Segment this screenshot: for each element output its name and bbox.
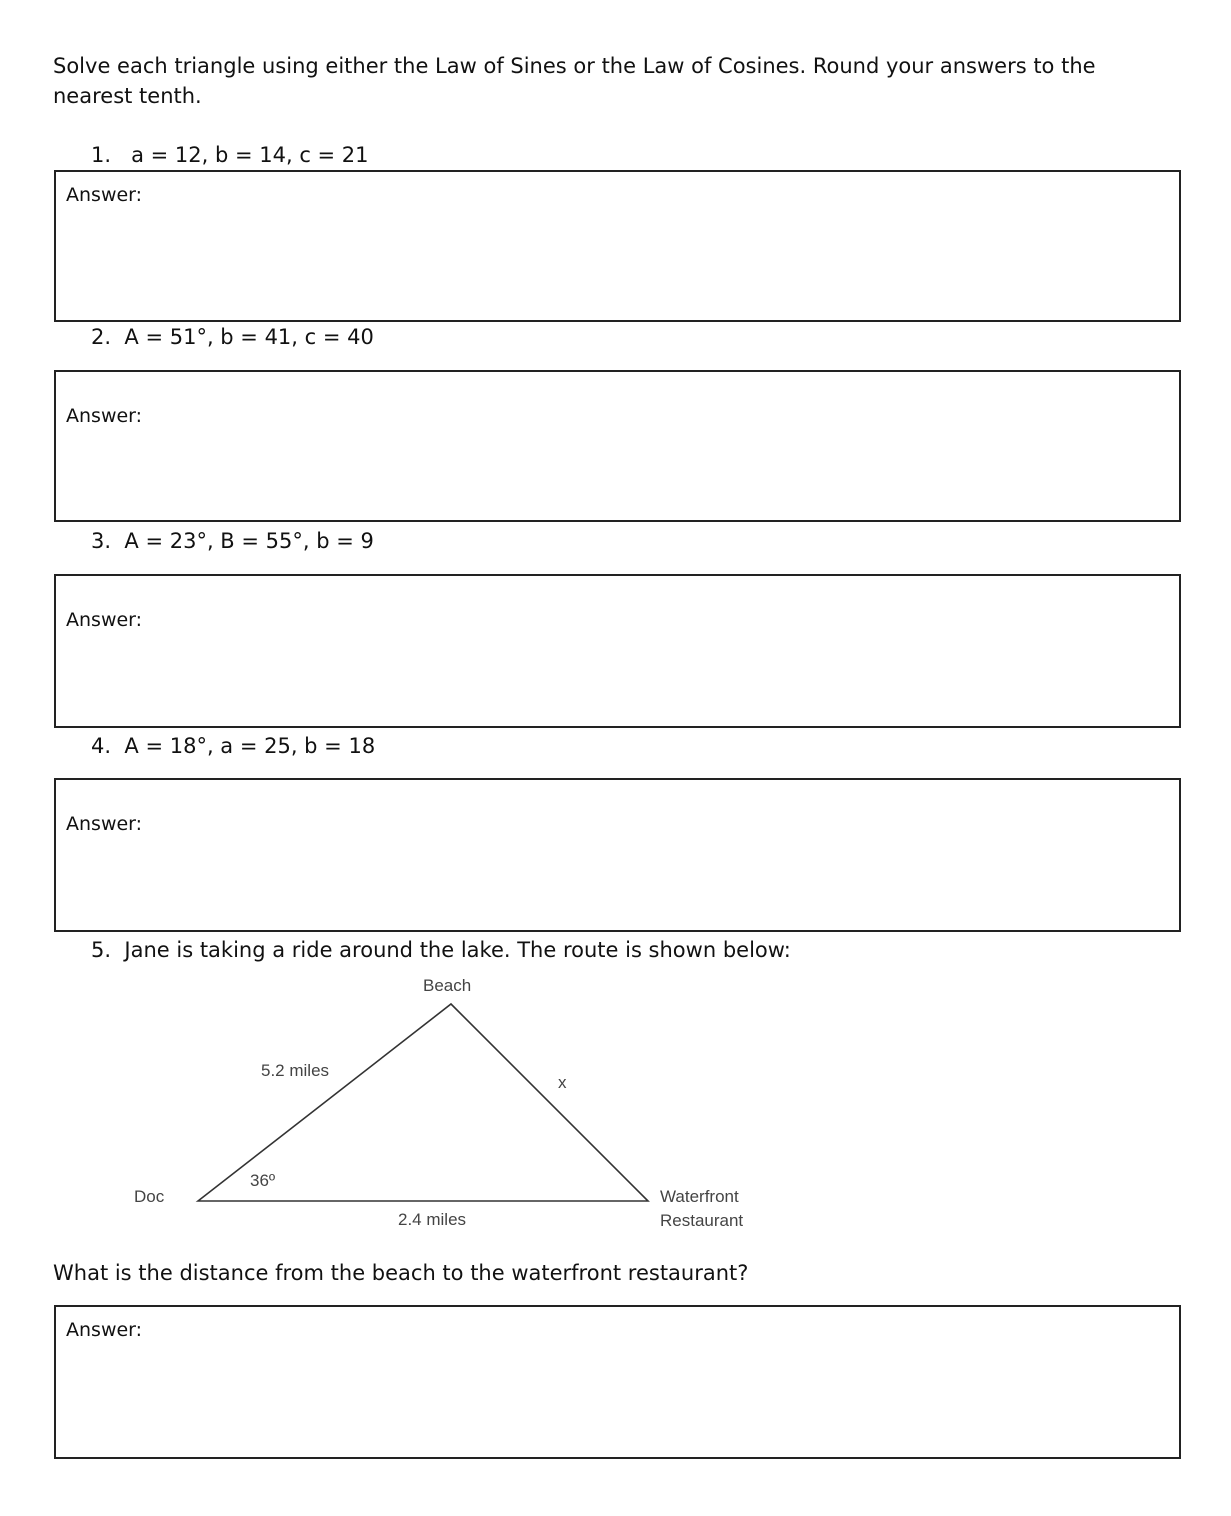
answer-box-2[interactable] <box>54 370 1181 522</box>
problem-number: 5. <box>91 938 112 962</box>
answer-label: Answer: <box>66 813 143 835</box>
answer-label: Answer: <box>66 405 143 427</box>
problem-text: A = 23°, B = 55°, b = 9 <box>124 529 374 553</box>
label-waterfront: Waterfront <box>660 1187 739 1206</box>
label-beach: Beach <box>423 976 472 995</box>
problem-4 <box>91 731 375 761</box>
problem-1 <box>91 140 369 170</box>
problem-number: 1. <box>91 143 112 167</box>
label-side-doc-beach: 5.2 miles <box>261 1061 330 1080</box>
answer-box-4[interactable] <box>54 778 1181 932</box>
label-side-x: x <box>558 1073 567 1092</box>
problem-number: 4. <box>91 734 112 758</box>
answer-box-3[interactable] <box>54 574 1181 728</box>
label-side-doc-waterfront: 2.4 miles <box>398 1210 467 1229</box>
answer-label: Answer: <box>66 184 143 206</box>
problem-3 <box>91 526 374 556</box>
question-5: What is the distance from the beach to the waterfront restaurant? <box>53 1261 749 1285</box>
problem-text: A = 51°, b = 41, c = 40 <box>124 325 374 349</box>
problem-number: 2. <box>91 325 112 349</box>
label-angle-doc: 36º <box>250 1171 276 1190</box>
answer-box-1[interactable] <box>54 170 1181 322</box>
answer-box-5[interactable] <box>54 1305 1181 1459</box>
label-doc: Doc <box>134 1187 165 1206</box>
route-triangle-diagram <box>0 960 1231 1250</box>
problem-2 <box>91 322 374 352</box>
answer-label: Answer: <box>66 1319 143 1341</box>
instructions: Solve each triangle using either the Law of Sines or the Law of Cosines. Round your answers to the <box>53 54 1096 78</box>
problem-text: Jane is taking a ride around the lake. The route is shown below: <box>124 938 791 962</box>
answer-label: Answer: <box>66 609 143 631</box>
problem-text: a = 12, b = 14, c = 21 <box>131 143 369 167</box>
problem-text: A = 18°, a = 25, b = 18 <box>124 734 376 758</box>
label-restaurant: Restaurant <box>660 1211 744 1230</box>
instructions-line2: nearest tenth. <box>53 84 202 108</box>
problem-number: 3. <box>91 529 112 553</box>
